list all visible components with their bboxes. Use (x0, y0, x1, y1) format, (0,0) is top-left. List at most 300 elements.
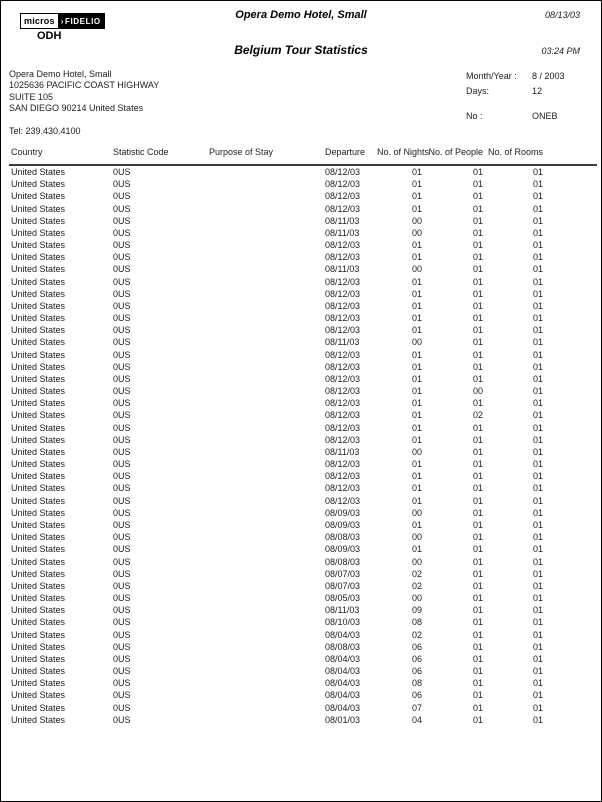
cell-country: United States (11, 605, 66, 616)
cell-country: United States (11, 702, 66, 713)
cell-nights: 07 (411, 702, 422, 713)
cell-statistic-code: 0US (113, 325, 131, 336)
cell-purpose-of-stay (209, 556, 325, 568)
cell-country: United States (11, 240, 66, 251)
cell-rooms: 01 (532, 386, 543, 397)
cell-nights: 01 (411, 495, 422, 506)
cell-rooms: 01 (532, 325, 543, 336)
cell-statistic-code: 0US (113, 519, 131, 530)
table-row (9, 616, 597, 628)
cell-departure: 08/12/03 (325, 191, 361, 202)
cell-departure: 08/08/03 (325, 641, 361, 652)
cell-nights: 01 (411, 519, 422, 530)
cell-nights: 01 (411, 471, 422, 482)
cell-nights: 01 (411, 386, 422, 397)
cell-rooms: 01 (532, 313, 543, 324)
cell-people: 01 (472, 519, 483, 530)
cell-nights: 01 (411, 434, 422, 445)
cell-departure: 08/04/03 (325, 629, 361, 640)
cell-rooms: 01 (532, 398, 543, 409)
cell-statistic-code: 0US (113, 507, 131, 518)
cell-departure: 08/09/03 (325, 519, 361, 530)
cell-departure: 08/12/03 (325, 471, 361, 482)
cell-statistic-code: 0US (113, 215, 131, 226)
cell-departure: 08/12/03 (325, 276, 361, 287)
cell-spacer (543, 458, 597, 470)
param-days-value: 12 (532, 86, 543, 96)
cell-rooms: 01 (532, 167, 543, 177)
cell-people: 01 (472, 227, 483, 238)
table-row (9, 519, 597, 531)
cell-spacer (543, 288, 597, 300)
cell-country: United States (11, 556, 66, 567)
cell-rooms: 01 (532, 593, 543, 604)
cell-nights: 02 (411, 568, 422, 579)
cell-country: United States (11, 580, 66, 591)
cell-rooms: 01 (532, 519, 543, 530)
table-row (9, 178, 597, 190)
page-title-report: Belgium Tour Statistics (234, 43, 368, 57)
cell-country: United States (11, 629, 66, 640)
cell-country: United States (11, 690, 66, 701)
report-time: 03:24 PM (541, 46, 580, 56)
param-month-year-value: 8 / 2003 (532, 71, 565, 81)
column-header-no-of-people: No. of People (422, 147, 483, 165)
cell-spacer (543, 361, 597, 373)
cell-departure: 08/12/03 (325, 386, 361, 397)
cell-country: United States (11, 617, 66, 628)
cell-nights: 00 (411, 337, 422, 348)
cell-people: 01 (472, 532, 483, 543)
cell-rooms: 01 (532, 629, 543, 640)
cell-departure: 08/10/03 (325, 617, 361, 628)
cell-nights: 01 (411, 179, 422, 190)
cell-rooms: 01 (532, 653, 543, 664)
cell-departure: 08/12/03 (325, 252, 361, 263)
cell-people: 01 (472, 580, 483, 591)
cell-purpose-of-stay (209, 519, 325, 531)
cell-nights: 01 (411, 398, 422, 409)
cell-country: United States (11, 459, 66, 470)
param-days (466, 86, 598, 101)
cell-spacer (543, 507, 597, 519)
cell-nights: 01 (411, 203, 422, 214)
cell-people: 01 (472, 191, 483, 202)
cell-nights: 02 (411, 629, 422, 640)
cell-purpose-of-stay (209, 190, 325, 202)
column-header-no-of-nights: No. of Nights (377, 147, 422, 165)
cell-departure: 08/09/03 (325, 507, 361, 518)
hotel-phone: Tel: 239.430.4100 (9, 126, 81, 136)
table-row (9, 239, 597, 251)
cell-nights: 01 (411, 252, 422, 263)
cell-departure: 08/07/03 (325, 580, 361, 591)
column-header-statistic-code: Statistic Code (113, 147, 209, 165)
cell-country: United States (11, 532, 66, 543)
cell-rooms: 01 (532, 337, 543, 348)
cell-nights: 01 (411, 349, 422, 360)
cell-statistic-code: 0US (113, 446, 131, 457)
cell-departure: 08/12/03 (325, 434, 361, 445)
cell-nights: 00 (411, 593, 422, 604)
table-row (9, 677, 597, 689)
cell-departure: 08/11/03 (325, 605, 360, 616)
table-row (9, 665, 597, 677)
table-row (9, 531, 597, 543)
cell-nights: 00 (411, 446, 422, 457)
cell-country: United States (11, 507, 66, 518)
cell-people: 01 (472, 398, 483, 409)
cell-departure: 08/12/03 (325, 300, 361, 311)
cell-rooms: 01 (532, 434, 543, 445)
cell-people: 01 (472, 483, 483, 494)
cell-nights: 00 (411, 215, 422, 226)
cell-people: 01 (472, 434, 483, 445)
cell-rooms: 01 (532, 495, 543, 506)
cell-rooms: 01 (532, 422, 543, 433)
cell-rooms: 01 (532, 349, 543, 360)
cell-spacer (543, 312, 597, 324)
cell-people: 01 (472, 641, 483, 652)
table-row (9, 568, 597, 580)
cell-spacer (543, 349, 597, 361)
table-row (9, 689, 597, 701)
cell-statistic-code: 0US (113, 276, 131, 287)
cell-spacer (543, 702, 597, 714)
stats-table (9, 147, 597, 726)
cell-people: 01 (472, 276, 483, 287)
cell-people: 01 (472, 629, 483, 640)
cell-departure: 08/12/03 (325, 483, 361, 494)
cell-statistic-code: 0US (113, 203, 131, 214)
cell-departure: 08/12/03 (325, 240, 361, 251)
cell-nights: 02 (411, 580, 422, 591)
hotel-address-block (9, 69, 159, 114)
cell-country: United States (11, 373, 66, 384)
cell-departure: 08/04/03 (325, 702, 361, 713)
cell-statistic-code: 0US (113, 702, 131, 713)
param-no-value: ONEB (532, 111, 558, 121)
cell-purpose-of-stay (209, 312, 325, 324)
param-no (466, 111, 598, 126)
cell-rooms: 01 (532, 410, 543, 421)
cell-spacer (543, 653, 597, 665)
cell-country: United States (11, 325, 66, 336)
table-row (9, 361, 597, 373)
cell-statistic-code: 0US (113, 422, 131, 433)
cell-purpose-of-stay (209, 495, 325, 507)
cell-rooms: 01 (532, 714, 543, 725)
cell-spacer (543, 434, 597, 446)
report-date: 08/13/03 (544, 10, 580, 20)
cell-rooms: 01 (532, 179, 543, 190)
cell-rooms: 01 (532, 300, 543, 311)
cell-departure: 08/08/03 (325, 556, 361, 567)
cell-purpose-of-stay (209, 336, 325, 348)
cell-purpose-of-stay (209, 165, 325, 178)
column-header-no-of-rooms: No. of Rooms (483, 147, 543, 165)
cell-purpose-of-stay (209, 203, 325, 215)
table-row (9, 336, 597, 348)
cell-rooms: 01 (532, 678, 543, 689)
table-row (9, 397, 597, 409)
cell-nights: 06 (411, 641, 422, 652)
table-row (9, 227, 597, 239)
cell-departure: 08/12/03 (325, 422, 361, 433)
cell-purpose-of-stay (209, 434, 325, 446)
cell-country: United States (11, 593, 66, 604)
hotel-address-line3: SAN DIEGO 90214 United States (9, 102, 144, 113)
cell-spacer (543, 373, 597, 385)
cell-spacer (543, 385, 597, 397)
report-parameters (466, 71, 598, 126)
cell-country: United States (11, 653, 66, 664)
cell-people: 01 (472, 653, 483, 664)
table-row (9, 422, 597, 434)
cell-purpose-of-stay (209, 239, 325, 251)
cell-spacer (543, 470, 597, 482)
cell-departure: 08/12/03 (325, 179, 361, 190)
cell-statistic-code: 0US (113, 167, 131, 177)
column-header-spacer (543, 147, 597, 165)
cell-statistic-code: 0US (113, 605, 131, 616)
cell-people: 01 (472, 568, 483, 579)
cell-nights: 06 (411, 666, 422, 677)
cell-spacer (543, 276, 597, 288)
cell-rooms: 01 (532, 264, 543, 275)
cell-purpose-of-stay (209, 470, 325, 482)
cell-purpose-of-stay (209, 580, 325, 592)
cell-departure: 08/12/03 (325, 373, 361, 384)
cell-people: 01 (472, 507, 483, 518)
cell-purpose-of-stay (209, 385, 325, 397)
cell-purpose-of-stay (209, 227, 325, 239)
table-row (9, 446, 597, 458)
cell-purpose-of-stay (209, 507, 325, 519)
hotel-address-line1: 1025636 PACIFIC COAST HIGHWAY (9, 80, 160, 91)
cell-purpose-of-stay (209, 543, 325, 555)
cell-country: United States (11, 191, 66, 202)
cell-rooms: 01 (532, 276, 543, 287)
cell-spacer (543, 531, 597, 543)
cell-departure: 08/08/03 (325, 532, 361, 543)
cell-statistic-code: 0US (113, 313, 131, 324)
hotel-address-line2: SUITE 105 (9, 91, 54, 102)
cell-people: 01 (472, 179, 483, 190)
cell-statistic-code: 0US (113, 666, 131, 677)
cell-spacer (543, 556, 597, 568)
cell-nights: 01 (411, 288, 422, 299)
cell-country: United States (11, 203, 66, 214)
cell-nights: 01 (411, 483, 422, 494)
cell-departure: 08/11/03 (325, 446, 360, 457)
cell-country: United States (11, 410, 66, 421)
cell-people: 01 (472, 666, 483, 677)
cell-people: 01 (472, 714, 483, 725)
cell-people: 01 (472, 349, 483, 360)
cell-spacer (543, 165, 597, 178)
cell-statistic-code: 0US (113, 434, 131, 445)
cell-rooms: 01 (532, 361, 543, 372)
cell-departure: 08/12/03 (325, 495, 361, 506)
cell-rooms: 01 (532, 544, 543, 555)
cell-country: United States (11, 227, 66, 238)
cell-spacer (543, 580, 597, 592)
cell-rooms: 01 (532, 215, 543, 226)
cell-country: United States (11, 519, 66, 530)
cell-country: United States (11, 264, 66, 275)
cell-spacer (543, 629, 597, 641)
cell-country: United States (11, 446, 66, 457)
cell-departure: 08/04/03 (325, 653, 361, 664)
cell-people: 01 (472, 288, 483, 299)
cell-spacer (543, 568, 597, 580)
cell-spacer (543, 336, 597, 348)
cell-spacer (543, 665, 597, 677)
cell-people: 01 (472, 373, 483, 384)
cell-rooms: 01 (532, 605, 543, 616)
cell-spacer (543, 178, 597, 190)
table-row (9, 263, 597, 275)
cell-country: United States (11, 252, 66, 263)
table-row (9, 702, 597, 714)
column-header-purpose-of-stay: Purpose of Stay (209, 147, 325, 165)
cell-people: 01 (472, 215, 483, 226)
cell-people: 01 (472, 203, 483, 214)
cell-departure: 08/05/03 (325, 593, 361, 604)
cell-departure: 08/12/03 (325, 325, 361, 336)
cell-country: United States (11, 386, 66, 397)
cell-country: United States (11, 471, 66, 482)
cell-purpose-of-stay (209, 300, 325, 312)
cell-rooms: 01 (532, 471, 543, 482)
table-row (9, 251, 597, 263)
table-row (9, 276, 597, 288)
cell-statistic-code: 0US (113, 532, 131, 543)
cell-statistic-code: 0US (113, 593, 131, 604)
table-row (9, 714, 597, 726)
property-code: ODH (37, 30, 62, 42)
cell-purpose-of-stay (209, 629, 325, 641)
cell-country: United States (11, 349, 66, 360)
cell-country: United States (11, 167, 66, 177)
cell-spacer (543, 324, 597, 336)
column-header-departure: Departure (325, 147, 377, 165)
cell-nights: 01 (411, 459, 422, 470)
cell-rooms: 01 (532, 288, 543, 299)
cell-departure: 08/12/03 (325, 349, 361, 360)
cell-rooms: 01 (532, 702, 543, 713)
cell-departure: 08/12/03 (325, 459, 361, 470)
cell-nights: 08 (411, 678, 422, 689)
cell-departure: 08/12/03 (325, 398, 361, 409)
cell-statistic-code: 0US (113, 179, 131, 190)
cell-departure: 08/12/03 (325, 313, 361, 324)
cell-purpose-of-stay (209, 641, 325, 653)
cell-country: United States (11, 666, 66, 677)
cell-purpose-of-stay (209, 361, 325, 373)
fidelio-logo-text: FIDELIO (64, 16, 101, 26)
cell-rooms: 01 (532, 690, 543, 701)
table-row (9, 409, 597, 421)
cell-people: 01 (472, 167, 483, 177)
cell-statistic-code: 0US (113, 495, 131, 506)
cell-purpose-of-stay (209, 458, 325, 470)
cell-statistic-code: 0US (113, 690, 131, 701)
cell-rooms: 01 (532, 240, 543, 251)
cell-country: United States (11, 313, 66, 324)
cell-country: United States (11, 568, 66, 579)
cell-purpose-of-stay (209, 714, 325, 726)
cell-nights: 08 (411, 617, 422, 628)
cell-people: 01 (472, 361, 483, 372)
cell-nights: 04 (411, 714, 422, 725)
cell-country: United States (11, 288, 66, 299)
table-row (9, 312, 597, 324)
table-row (9, 592, 597, 604)
cell-spacer (543, 227, 597, 239)
cell-statistic-code: 0US (113, 300, 131, 311)
cell-purpose-of-stay (209, 373, 325, 385)
cell-statistic-code: 0US (113, 629, 131, 640)
cell-statistic-code: 0US (113, 678, 131, 689)
param-days-label: Days: (466, 86, 490, 96)
table-row (9, 190, 597, 202)
param-month-year (466, 71, 598, 86)
cell-statistic-code: 0US (113, 580, 131, 591)
table-row (9, 482, 597, 494)
cell-statistic-code: 0US (113, 544, 131, 555)
cell-people: 01 (472, 325, 483, 336)
table-row (9, 458, 597, 470)
cell-nights: 01 (411, 167, 422, 177)
cell-spacer (543, 616, 597, 628)
cell-people: 01 (472, 471, 483, 482)
cell-purpose-of-stay (209, 178, 325, 190)
cell-departure: 08/11/03 (325, 264, 360, 275)
cell-purpose-of-stay (209, 263, 325, 275)
cell-spacer (543, 397, 597, 409)
cell-statistic-code: 0US (113, 714, 131, 725)
cell-country: United States (11, 495, 66, 506)
cell-purpose-of-stay (209, 409, 325, 421)
table-row (9, 556, 597, 568)
cell-departure: 08/12/03 (325, 288, 361, 299)
table-row (9, 203, 597, 215)
cell-spacer (543, 519, 597, 531)
cell-statistic-code: 0US (113, 556, 131, 567)
table-row (9, 641, 597, 653)
cell-statistic-code: 0US (113, 191, 131, 202)
cell-purpose-of-stay (209, 482, 325, 494)
table-row (9, 300, 597, 312)
cell-spacer (543, 263, 597, 275)
cell-nights: 01 (411, 240, 422, 251)
param-month-year-label: Month/Year : (466, 71, 517, 81)
cell-country: United States (11, 215, 66, 226)
table-row (9, 629, 597, 641)
table-row (9, 604, 597, 616)
cell-rooms: 01 (532, 459, 543, 470)
cell-people: 02 (472, 410, 483, 421)
cell-rooms: 01 (532, 568, 543, 579)
cell-nights: 01 (411, 276, 422, 287)
cell-statistic-code: 0US (113, 264, 131, 275)
cell-country: United States (11, 422, 66, 433)
cell-spacer (543, 446, 597, 458)
cell-departure: 08/12/03 (325, 361, 361, 372)
cell-rooms: 01 (532, 227, 543, 238)
